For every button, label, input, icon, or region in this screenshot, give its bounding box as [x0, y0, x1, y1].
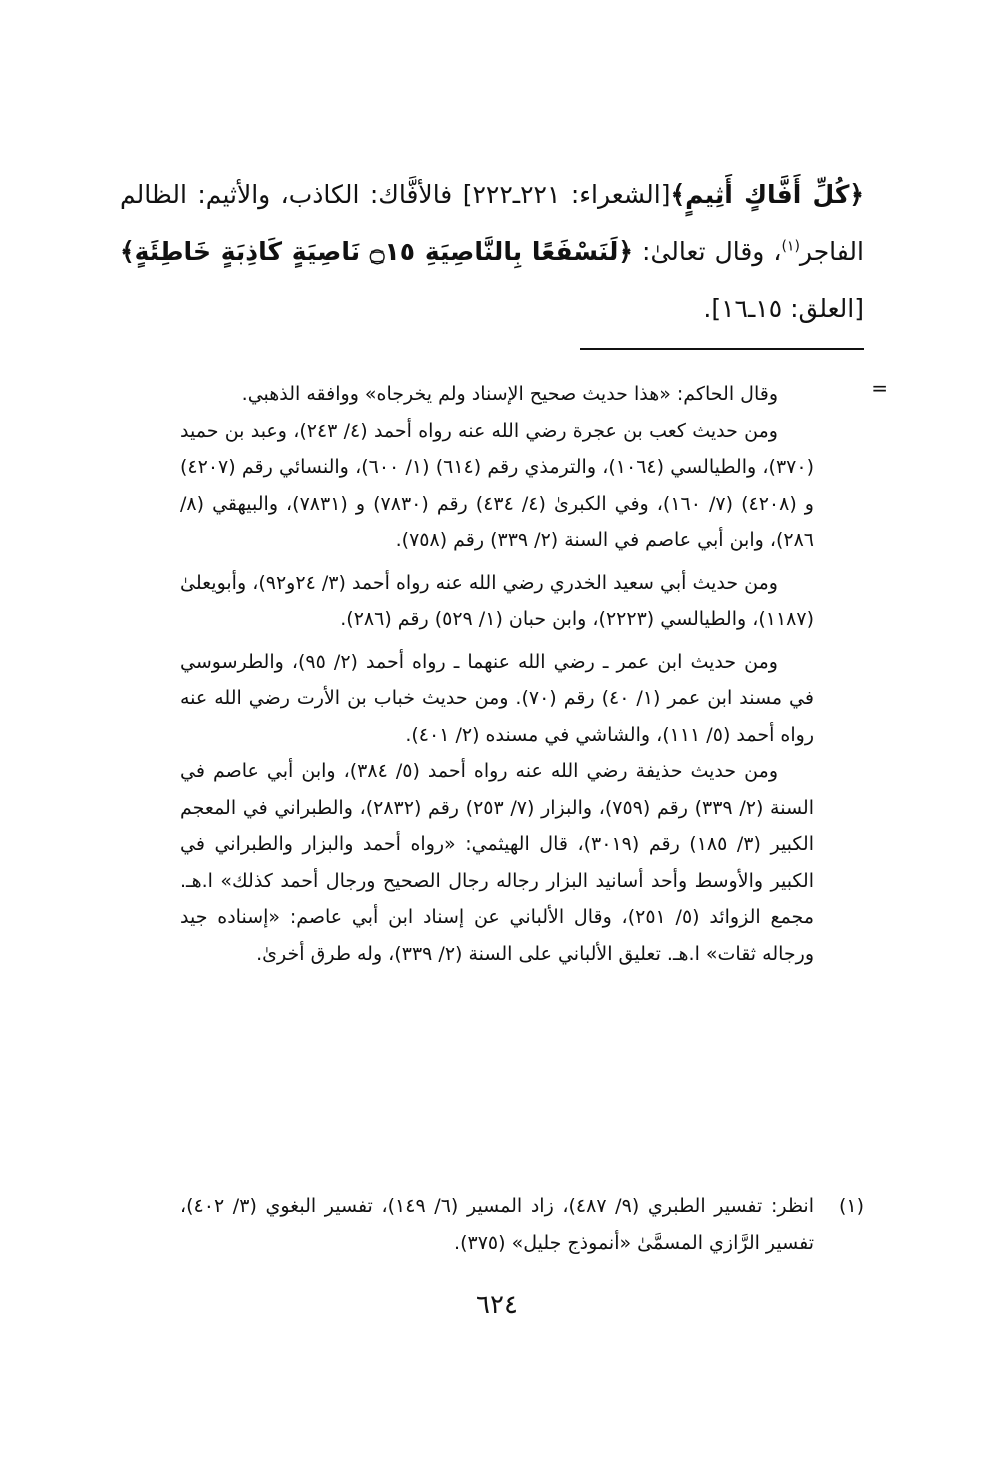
footnote-1-number: (١) — [838, 1195, 864, 1217]
footnote-reference-marker[interactable]: (١) — [781, 238, 800, 255]
main-paragraph — [120, 166, 864, 337]
page-number: ٦٢٤ — [476, 1290, 518, 1320]
main-text-segment: فالأفَّاك: الكاذب، والأثيم: الظالم الفاجر — [120, 180, 864, 266]
footnote-separator-line — [580, 348, 864, 350]
footnote-paragraph: ومن حديث ابن عمر ـ رضي الله عنهما ـ رواه أحمد (٢/ ٩٥)، والطرسوسي في مسند ابن عمر (١/ ٤٠) رقم (٧٠). ومن حديث خباب بن الأرت رضي الله عنه رواه أحمد (٥/ ١١١)، والشاشي في مسنده (٢/ ٤٠١). — [180, 650, 814, 746]
footnote-paragraph: ومن حديث كعب بن عجرة رضي الله عنه رواه أحمد (٤/ ٢٤٣)، وعبد بن حميد (٣٧٠)، والطيالسي (١٠٦٤)، والترمذي رقم (٦١٤) (١/ ٦٠٠)، والنسائي رقم (٤٢٠٧) و (٤٢٠٨) (٧/ ١٦٠)، وفي الكبرىٰ (٤/ ٤٣٤) رقم (٧٨٣٠) و (٧٨٣١)، والبيهقي (٨/ ٢٨٦)، وابن أبي عاصم في السنة (٢/ ٣٣٩) رقم (٧٥٨). — [180, 419, 814, 551]
footnote-continuation-mark: = — [871, 376, 888, 400]
verse-reference-shuara: [الشعراء: ٢٢١ـ٢٢٢] — [462, 180, 671, 209]
quran-verse-shuara: ﴿كُلِّ أَفَّاكٍ أَثِيمٍ﴾ — [670, 180, 865, 209]
footnote-1 — [180, 1188, 864, 1261]
footnote-paragraph: ومن حديث أبي سعيد الخدري رضي الله عنه رواه أحمد (٣/ ٢٤و٩٢)، وأبويعلىٰ (١١٨٧)، والطيالسي (٢٢٢٣)، وابن حبان (١/ ٥٢٩) رقم (٢٨٦). — [180, 571, 814, 630]
footnote-1-text: انظر: تفسير الطبري (٩/ ٤٨٧)، زاد المسير (٦/ ١٤٩)، تفسير البغوي (٣/ ٤٠٢)، تفسير الرَّازي المسمَّىٰ «أنموذج جليل» (٣٧٥). — [180, 1195, 814, 1254]
verse-reference-alaq: [العلق: ١٥ـ١٦]. — [703, 294, 864, 323]
footnote-paragraph: وقال الحاكم: «هذا حديث صحيح الإسناد ولم يخرجاه» ووافقه الذهبي. — [241, 383, 778, 405]
footnotes-block — [180, 376, 814, 972]
main-text-block — [120, 166, 864, 337]
footnote-paragraph: ومن حديث حذيفة رضي الله عنه رواه أحمد (٥/ ٣٨٤)، وابن أبي عاصم في السنة (٢/ ٣٣٩) رقم (٧٥٩)، والبزار (٧/ ٢٥٣) رقم (٢٨٣٢)، والطبراني في المعجم الكبير (٣/ ١٨٥) رقم (٣٠١٩)، قال الهيثمي: «رواه أحمد والبزار والطبراني في الكبير والأوسط وأحد أسانيد البزار رجاله رجال الصحيح ورجال أحمد كذلك» ا.هـ. مجمع الزوائد (٥/ ٢٥١)، وقال الألباني عن إسناد ابن أبي عاصم: «إسناده جيد ورجاله ثقات» ا.هـ. تعليق الألباني على السنة (٢/ ٣٣٩)، وله طرق أخرىٰ. — [180, 760, 814, 965]
main-text-segment-2: ، وقال تعالىٰ: — [633, 237, 782, 266]
quran-verse-alaq: ﴿لَنَسْفَعًا بِالنَّاصِيَةِ ۝١٥ نَاصِيَةٍ كَاذِبَةٍ خَاطِئَةٍ﴾ — [120, 237, 634, 266]
